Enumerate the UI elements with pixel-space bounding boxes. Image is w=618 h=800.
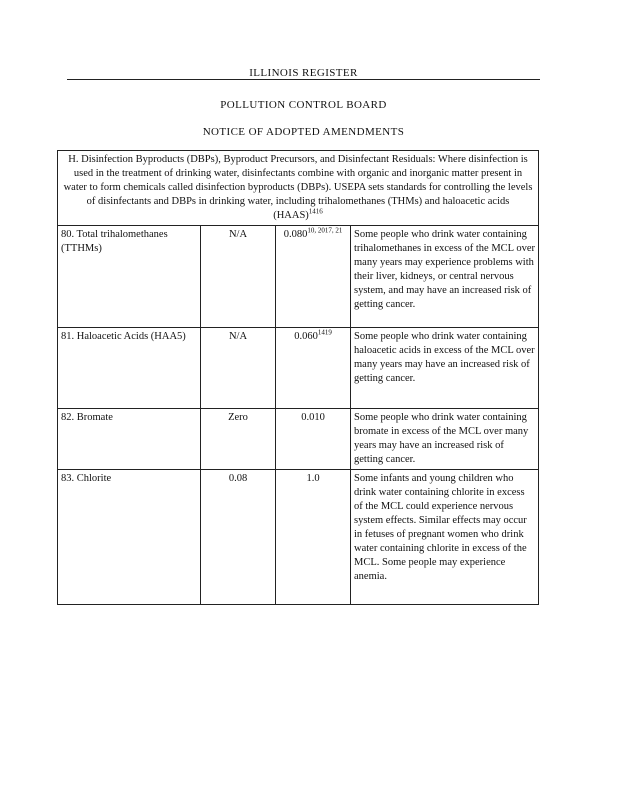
table-row: [58, 409, 539, 470]
section-description: [58, 151, 539, 226]
mcl-cell: [276, 226, 351, 328]
mclg-cell: N/A: [201, 226, 276, 328]
mcl-value: 1.0: [306, 473, 320, 484]
contaminant-cell: 82. Bromate: [58, 409, 201, 470]
dbp-contaminant-table: [57, 150, 539, 605]
contaminant-cell: 83. Chlorite: [58, 470, 201, 605]
table-row: [58, 328, 539, 409]
mcl-value: 0.010: [301, 412, 325, 423]
board-title: POLLUTION CONTROL BOARD: [220, 99, 387, 111]
health-effects-cell: Some infants and young children who drink water containing chlorite in excess of the MCL could experience nervous system effects. Similar effects may occur in fetuses of pregnant women who drink water containing chlorite in excess of the MCL. Some people may experience anemia.: [351, 470, 539, 605]
header-rule: [67, 79, 540, 80]
mcl-value: 0.080: [283, 229, 308, 240]
notice-title: NOTICE OF ADOPTED AMENDMENTS: [202, 126, 405, 138]
mcl-value: 0.060: [294, 331, 318, 342]
section-text: H. Disinfection Byproducts (DBPs), Byproduct Precursors, and Disinfectant Residuals: Where disinfection is used in the treatment of drinking water, disinfectants combine with organic and inorganic matter present in water to form chemicals called disinfection byproducts (DBPs). USEPA sets standards for controlling the levels of disinfectants and DBPs in drinking water, including trihalomethanes (THMs) and haloacetic acids (HAAS): [63, 154, 533, 221]
contaminant-cell: 80. Total trihalomethanes (TTHMs): [58, 226, 201, 328]
mclg-cell: N/A: [201, 328, 276, 409]
mclg-cell: Zero: [201, 409, 276, 470]
mclg-cell: 0.08: [201, 470, 276, 605]
health-effects-cell: Some people who drink water containing trihalomethanes in excess of the MCL over many years may experience problems with their liver, kidneys, or central nervous system, and may have an increased risk of getting cancer.: [351, 226, 539, 328]
mcl-footnote: 10, 2017, 21: [307, 226, 343, 235]
table-row: [58, 470, 539, 605]
health-effects-cell: Some people who drink water containing haloacetic acids in excess of the MCL over many years may have an increased risk of getting cancer.: [351, 328, 539, 409]
mcl-cell: [276, 328, 351, 409]
section-footnote: 1416: [308, 207, 323, 216]
mcl-cell: [276, 470, 351, 605]
mcl-cell: [276, 409, 351, 470]
health-effects-cell: Some people who drink water containing bromate in excess of the MCL over many years may have an increased risk of getting cancer.: [351, 409, 539, 470]
mcl-footnote: 1419: [317, 328, 332, 337]
section-header-row: [58, 151, 539, 226]
register-title: ILLINOIS REGISTER: [249, 67, 358, 79]
contaminant-cell: 81. Haloacetic Acids (HAA5): [58, 328, 201, 409]
table-row: [58, 226, 539, 328]
